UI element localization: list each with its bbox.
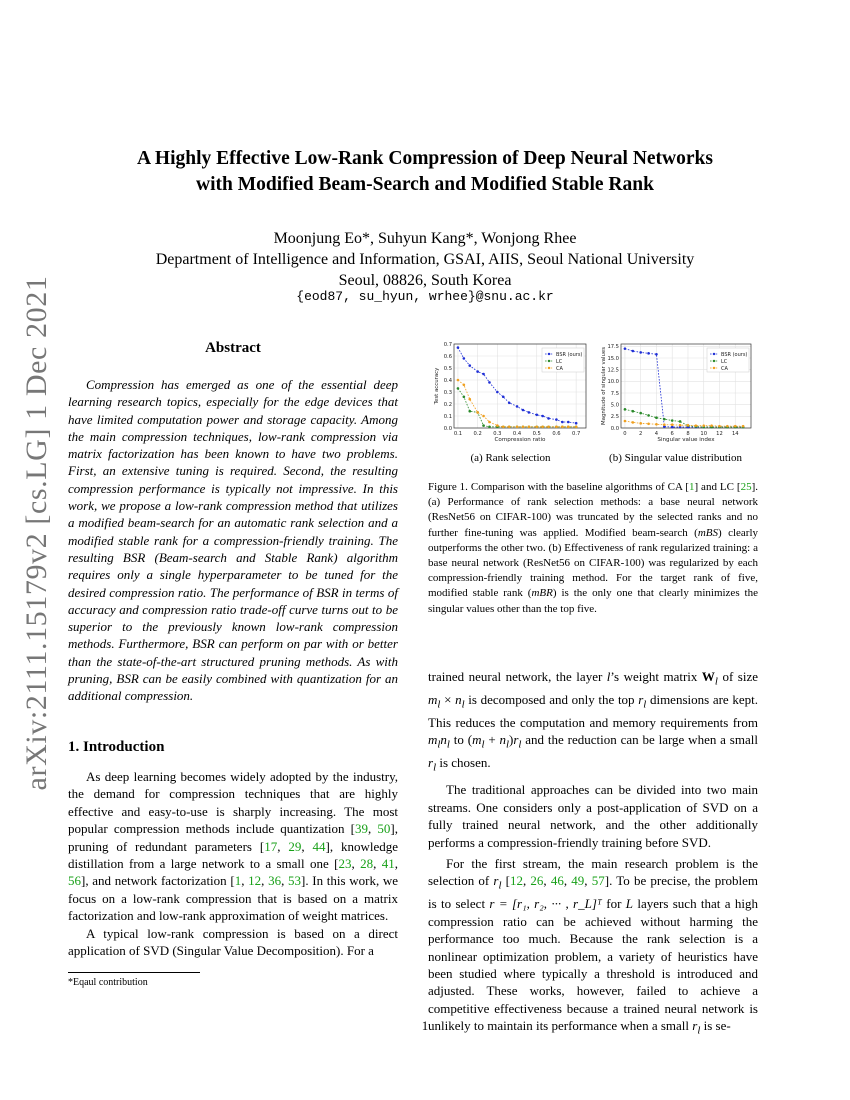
right-paragraph-2: For the first stream, the main research problem is the selection of $r_l$ [12, 26, 46, 49, 57]. To be precise, the problem is to select r = [r₁, r₂, ··· , r_L]ᵀ for L layers such that a high compression ratio can be achieved without harming the performance too much. Because the rank selection is a nonlinear optimization problem, a variety of heuristics have been studied where typically a threshold is introduced and adjusted. These works, however, failed to achieve a competitive effectiveness because a trained neural network is unlikely to maintain its performance when a small $r_l$ is se- — [428, 856, 759, 1037]
data-point — [528, 426, 531, 429]
y-tick-label: 7.5 — [610, 390, 619, 397]
citation[interactable]: 56 — [68, 873, 81, 889]
x-tick-label: 2 — [639, 431, 643, 437]
data-point — [555, 418, 558, 421]
data-point — [522, 426, 525, 429]
legend-label: CA — [721, 365, 728, 372]
citation[interactable]: 57 — [591, 873, 605, 889]
x-tick-label: 0.7 — [572, 431, 581, 437]
subcaption-b: (b) Singular value distribution — [609, 452, 742, 464]
x-tick-label: 8 — [686, 431, 690, 437]
author-emails: {eod87, su_hyun, wrhee}@snu.ac.kr — [296, 289, 554, 304]
data-point — [671, 423, 674, 426]
data-point — [488, 381, 491, 384]
legend-marker — [713, 367, 715, 369]
x-tick-label: 4 — [654, 431, 659, 437]
citation[interactable]: 28 — [360, 856, 374, 872]
data-point — [516, 405, 519, 408]
data-point — [575, 422, 578, 425]
arxiv-sidebar: arXiv:2111.15179v2 [cs.LG] 1 Dec 2021 — [20, 275, 53, 791]
data-point — [468, 398, 471, 401]
y-tick-label: 0.0 — [610, 425, 619, 432]
data-point — [663, 418, 666, 421]
page-number: 1 — [421, 1018, 429, 1033]
y-tick-label: 0.1 — [443, 413, 452, 420]
data-point — [457, 379, 460, 382]
subcaption-a: (a) Rank selection — [470, 452, 551, 464]
legend-label: BSR (ours) — [556, 351, 583, 358]
data-point — [496, 424, 499, 427]
data-point — [567, 421, 570, 424]
data-point — [567, 426, 570, 429]
citation[interactable]: 49 — [571, 873, 585, 889]
data-point — [710, 424, 713, 427]
footnote: *Eqaul contribution — [68, 977, 148, 988]
x-tick-label: 10 — [700, 431, 708, 437]
data-point — [647, 414, 650, 417]
right-paragraph-0: trained neural network, the layer l’s weight matrix $W_l$ of size $m_l \times n_l$ is decomposed and only the top $r_l$ dimensions are kept. This reduces the computation and memory requirements from $m_ln_l$ to $(m_l + n_l)r_l$ and the reduction can be large when a small $r_l$ is chosen. — [428, 669, 758, 774]
data-point — [734, 425, 737, 428]
y-tick-label: 5.0 — [610, 402, 619, 409]
author-block — [100, 228, 750, 291]
data-point — [632, 410, 635, 413]
data-point — [555, 426, 558, 429]
legend-label: LC — [556, 358, 563, 365]
data-point — [702, 424, 705, 427]
legend-marker — [548, 353, 550, 355]
figure-caption: Figure 1. Comparison with the baseline algorithms of CA [1] and LC [25]. (a) Performance of rank selection methods: a base neural network (ResNet56 on CIFAR-100) was truncated by the selected ranks and no further fine-tuning was applied. Modified beam-search (mBS) clearly outperforms the other two. (b) Effectiveness of rank regularized training: a base neural network (ResNet56 on CIFAR-100) was regularized by each compression-friendly training method. For the target rank of five, modified stable rank (mBR) is the only one that clearly minimizes the singular values other than the top five. — [428, 481, 759, 615]
legend-label: CA — [556, 365, 563, 372]
abstract-text: Compression has emerged as one of the essential deep learning research topics, especially for the edge devices that have limited computation power and storage capacity. Among the main compression techniques, low-rank compression via matrix factorization has been known to have two problems. First, an extensive tuning is required. Second, the resulting compression performance is typically not impressive. In this work, we propose a low-rank compression method that utilizes a modified beam-search for an automatic rank selection and a modified stable rank for a compression-friendly training. The resulting BSR (Beam-search and Stable Rank) algorithm requires only a single hyperparameter to be tuned for the desired compression ratio. The performance of BSR in terms of accuracy and compression ratio trade-off curve turns out to be superior to the previously known low-rank compression methods. Furthermore, BSR can perform on par with or better than the state-of-the-art structured pruning methods. As with pruning, BSR can be easily combined with quantization for an additional compression. — [68, 377, 398, 704]
data-point — [575, 426, 578, 429]
citation[interactable]: 50 — [377, 821, 391, 837]
data-point — [482, 415, 485, 418]
legend-marker — [713, 353, 715, 355]
x-tick-label: 14 — [731, 431, 739, 437]
data-point — [463, 357, 466, 360]
data-point — [655, 423, 658, 426]
series-line — [625, 409, 743, 427]
data-point — [679, 424, 682, 427]
citation[interactable]: 36 — [268, 873, 282, 889]
data-point — [488, 426, 491, 429]
intro-heading: 1. Introduction — [68, 739, 165, 755]
y-tick-label: 15.0 — [607, 355, 619, 362]
data-point — [535, 426, 538, 429]
title-line-1: A Highly Effective Low-Rank Compression of Deep Neural Networks — [137, 148, 713, 169]
citation[interactable]: 29 — [288, 838, 302, 854]
data-point — [463, 396, 466, 399]
data-point — [457, 346, 460, 349]
y-axis-label: Magnitude of singular values — [601, 346, 607, 426]
citation[interactable]: 1 — [234, 873, 242, 889]
y-tick-label: 0.6 — [443, 353, 452, 360]
footnote-rule — [68, 972, 200, 973]
data-point — [463, 384, 466, 387]
author-names: Moonjung Eo*, Suhyun Kang*, Wonjong Rhee — [273, 230, 577, 247]
y-axis-label: Test accuracy — [434, 367, 440, 405]
address: Seoul, 08826, South Korea — [338, 272, 512, 289]
data-point — [522, 409, 525, 412]
data-point — [541, 426, 544, 429]
data-point — [561, 421, 564, 424]
data-point — [476, 370, 479, 373]
x-tick-label: 6 — [670, 431, 674, 437]
data-point — [639, 412, 642, 415]
figure-1 — [428, 338, 758, 468]
title-line-2: with Modified Beam-Search and Modified Stable Rank — [196, 174, 654, 195]
x-tick-label: 0.4 — [512, 431, 522, 437]
data-point — [655, 353, 658, 356]
data-point — [624, 420, 627, 423]
data-point — [528, 411, 531, 414]
data-point — [476, 411, 479, 414]
introduction-section — [68, 739, 398, 959]
x-tick-label: 0 — [623, 431, 627, 437]
citation[interactable]: 25 — [740, 481, 752, 493]
y-tick-label: 0.7 — [443, 341, 452, 348]
citation[interactable]: 39 — [355, 821, 369, 837]
data-point — [541, 415, 544, 418]
y-tick-label: 12.5 — [607, 367, 619, 374]
y-tick-label: 0.4 — [443, 377, 452, 384]
data-point — [468, 410, 471, 413]
data-point — [671, 419, 674, 422]
data-point — [516, 426, 519, 429]
y-tick-label: 0.5 — [443, 365, 452, 372]
data-point — [561, 426, 564, 429]
data-point — [655, 416, 658, 419]
citation[interactable]: 23 — [338, 856, 352, 872]
citation[interactable]: 44 — [312, 838, 326, 854]
data-point — [508, 402, 511, 405]
y-tick-label: 0.3 — [443, 389, 452, 396]
citation[interactable]: 53 — [288, 873, 301, 889]
right-column-text — [428, 668, 758, 1040]
citation[interactable]: 1 — [688, 481, 695, 493]
data-point — [468, 364, 471, 367]
data-point — [742, 425, 745, 428]
affiliation: Department of Intelligence and Information, GSAI, AIIS, Seoul National University — [155, 251, 695, 268]
x-axis-label: Singular value index — [657, 437, 715, 443]
data-point — [639, 422, 642, 425]
data-point — [639, 351, 642, 354]
abstract-heading: Abstract — [205, 340, 261, 356]
data-point — [482, 373, 485, 376]
data-point — [679, 420, 682, 423]
citation[interactable]: 26 — [530, 873, 544, 889]
legend-marker — [548, 360, 550, 362]
citation[interactable]: 46 — [550, 873, 564, 889]
x-axis-label: Compression ratio — [494, 437, 546, 443]
citation[interactable]: 12 — [509, 873, 523, 889]
y-tick-label: 10.0 — [607, 379, 619, 386]
x-tick-label: 0.6 — [552, 431, 561, 437]
data-point — [632, 421, 635, 424]
chart-singular-values — [593, 338, 758, 450]
data-point — [624, 347, 627, 350]
intro-paragraph-1: As deep learning becomes widely adopted by the industry, the demand for compression techniques that are highly effective and easy-to-use is sharply increasing. The most popular compression methods include quantization [39, 50], pruning of redundant parameters [17, 29, 44], knowledge distillation from a large network to a small one [23, 28, 41, 56], and network factorization [1, 12, 36, 53]. In this work, we focus on a low-rank compression that is based on a matrix factorization and low-rank approximation of weight matrices. — [68, 769, 399, 924]
chart-rank-selection — [428, 338, 593, 450]
citation[interactable]: 17 — [264, 838, 278, 854]
x-tick-label: 12 — [716, 431, 723, 437]
data-point — [718, 425, 721, 428]
x-tick-label: 0.2 — [473, 431, 482, 437]
x-tick-label: 0.5 — [532, 431, 541, 437]
data-point — [482, 424, 485, 427]
data-point — [647, 423, 650, 426]
citation[interactable]: 12 — [248, 873, 262, 889]
data-point — [647, 352, 650, 355]
data-point — [508, 426, 511, 429]
x-tick-label: 0.3 — [493, 431, 502, 437]
data-point — [502, 426, 505, 429]
data-point — [632, 350, 635, 353]
data-point — [663, 423, 666, 426]
data-point — [624, 408, 627, 411]
y-tick-label: 0.0 — [443, 425, 452, 432]
legend-marker — [713, 360, 715, 362]
x-tick-label: 0.1 — [453, 431, 463, 437]
right-paragraph-1: The traditional approaches can be divided into two main streams. One considers only a post-application of SVD on a fully trained neural network, and the other additionally performs a compression-friendly training before SVD. — [428, 782, 758, 850]
legend-label: BSR (ours) — [721, 351, 748, 358]
data-point — [457, 387, 460, 390]
paper-title — [100, 146, 750, 198]
legend-marker — [548, 367, 550, 369]
data-point — [502, 396, 505, 399]
data-point — [695, 424, 698, 427]
data-point — [547, 426, 550, 429]
data-point — [496, 391, 499, 394]
data-point — [687, 424, 690, 427]
y-tick-label: 0.2 — [443, 401, 452, 408]
data-point — [488, 421, 491, 424]
data-point — [726, 425, 729, 428]
data-point — [547, 417, 550, 420]
citation[interactable]: 41 — [381, 856, 395, 872]
y-tick-label: 2.5 — [610, 414, 619, 421]
legend-label: LC — [721, 358, 728, 365]
data-point — [535, 414, 538, 417]
data-point — [671, 426, 674, 429]
intro-paragraph-2: A typical low-rank compression is based on a direct application of SVD (Singular Value Decomposition). For a — [68, 925, 398, 959]
y-tick-label: 17.5 — [607, 344, 619, 351]
